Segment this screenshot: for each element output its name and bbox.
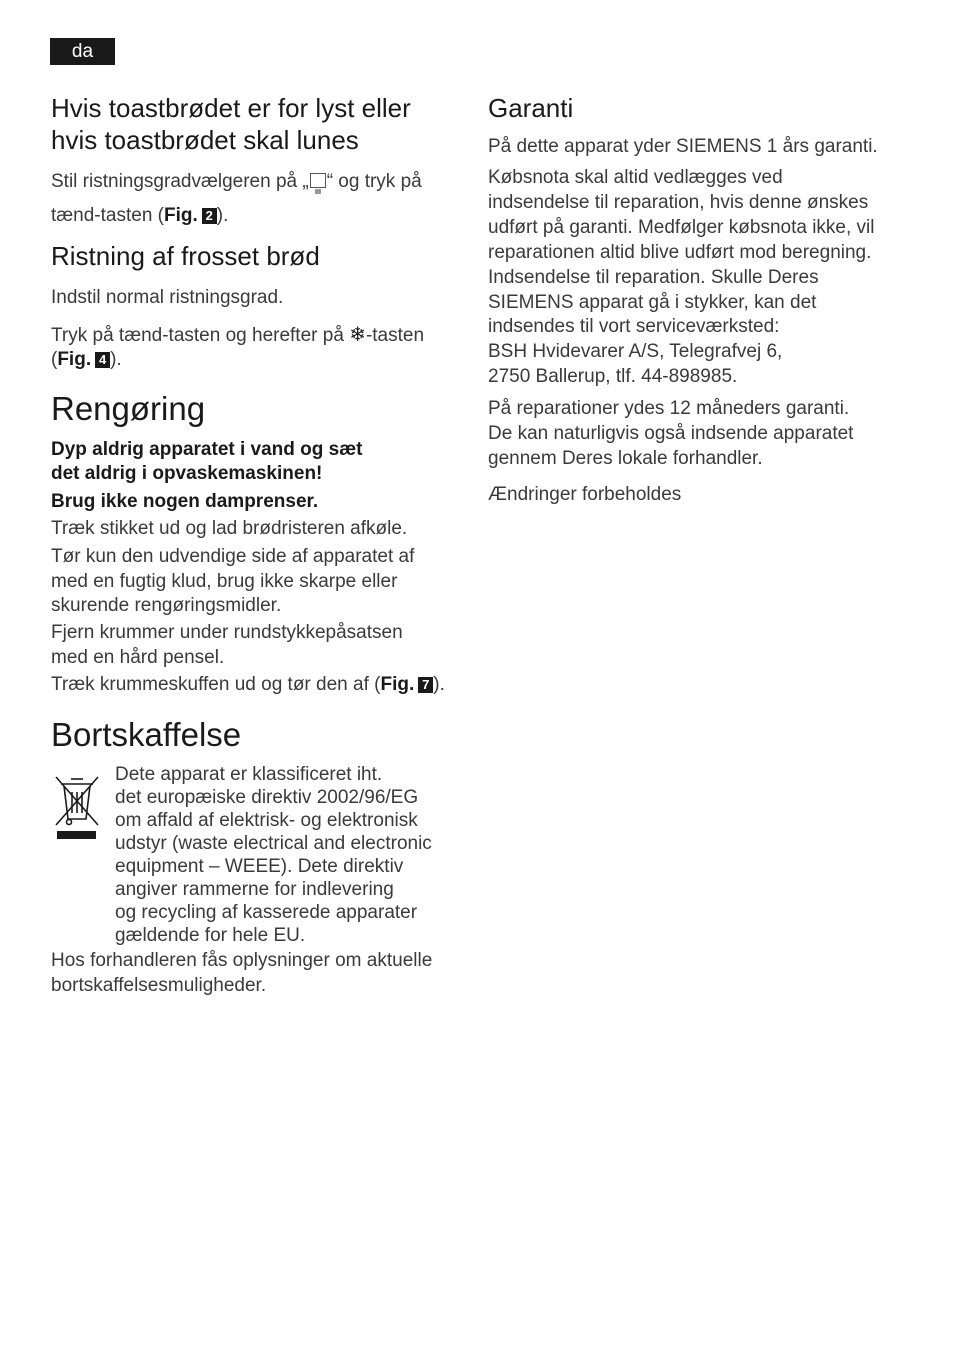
warranty-line: udført på garanti. Medfølger købsnota ikke, vil [488,216,875,238]
disposal-paragraph-2 [51,949,432,998]
light-instruction-text-a: Stil ristningsgradvælgeren på „ [51,171,309,192]
cleaning-warning-1-line1: Dyp aldrig apparatet i vand og sæt [51,439,363,460]
light-toast-heading-line2: hvis toastbrødet skal lunes [51,125,359,155]
disposal-paragraph-2-line1: Hos forhandleren fås oplysninger om aktuelle [51,950,433,971]
frozen-instruction-1: Indstil normal ristningsgrad. [51,287,284,308]
warranty-paragraph-1: På dette apparat yder SIEMENS 1 års garanti. [488,136,878,157]
cleaning-step-2 [51,545,414,619]
cleaning-step-2-line3: skurende rengøringsmidler. [51,595,282,616]
cleaning-step-3-line2: med en hård pensel. [51,646,225,668]
cleaning-step-2-line2: med en fugtig klud, brug ikke skarpe eller [51,570,398,592]
cleaning-warning-1 [51,438,362,486]
light-instruction-text-d: ). [216,205,229,226]
toast-lightness-symbol-icon [310,173,326,188]
warranty-line: BSH Hvidevarer A/S, Telegrafvej 6, [488,341,783,363]
disposal-line: equipment – WEEE). Dete direktiv [115,856,404,877]
light-instruction-text-c: tænd-tasten ( [51,205,164,226]
disposal-line: det europæiske direktiv 2002/96/EG [115,787,419,808]
fig-number-badge: 4 [95,352,110,368]
light-toast-instruction-line1 [51,170,422,195]
snowflake-icon: ❄ [349,324,366,346]
light-instruction-text-b: “ og tryk på [326,171,422,192]
cleaning-step-3 [51,621,403,670]
disposal-line: Dete apparat er klassificeret iht. [115,764,383,785]
warranty-paragraph-2 [488,166,875,390]
warranty-line: indsendelse til reparation, hvis denne ønskes [488,191,869,213]
light-toast-heading [51,92,411,156]
frozen-text-c: ( [51,349,58,370]
warranty-line: På reparationer ydes 12 måneders garanti. [488,398,850,419]
frozen-text-d: ). [110,349,122,370]
cleaning-step-3-line1: Fjern krummer under rundstykkepåsatsen [51,622,403,643]
disposal-line: om affald af elektrisk- og elektronisk [115,810,418,831]
fig-label: Fig. [57,349,92,370]
warranty-line: gennem Deres lokale forhandler. [488,448,763,469]
warranty-heading: Garanti [488,93,574,123]
warranty-line: indsendes til vort serviceværksted: [488,316,780,338]
disposal-paragraph-2-line2: bortskaffelsesmuligheder. [51,974,267,996]
cleaning-step-2-line1: Tør kun den udvendige side af apparatet af [51,546,415,567]
cleaning-step-4 [51,673,445,698]
fig-label: Fig. [164,205,198,226]
cleaning-step-4-text-a: Træk krummeskuffen ud og tør den af ( [51,674,381,695]
fig-number-badge: 7 [418,677,433,693]
disposal-heading: Bortskaffelse [51,716,242,753]
changes-reserved-note: Ændringer forbeholdes [488,484,682,505]
disposal-line: og recycling af kasserede apparater [115,902,418,923]
language-tab: da [50,38,115,65]
light-toast-instruction-line2 [51,204,228,229]
cleaning-step-1: Træk stikket ud og lad brødristeren afkøle. [51,518,408,539]
frozen-text-a: Tryk på tænd-tasten og herefter på [51,325,350,346]
fig-label: Fig. [380,674,415,695]
light-toast-heading-line1: Hvis toastbrødet er for lyst eller [51,93,411,123]
warranty-line: Indsendelse til reparation. Skulle Deres [488,266,819,288]
frozen-instruction-2-line2 [51,348,122,373]
frozen-bread-heading: Ristning af frosset brød [51,241,320,271]
disposal-line: gældende for hele EU. [115,925,306,946]
disposal-line: udstyr (waste electrical and electronic [115,833,432,854]
warranty-paragraph-3 [488,396,853,471]
warranty-line: SIEMENS apparat gå i stykker, kan det [488,291,817,313]
frozen-text-b: -tasten [365,325,425,346]
crossed-out-wheelie-bin-icon [54,775,100,841]
cleaning-warning-2: Brug ikke nogen damprenser. [51,491,319,512]
cleaning-step-4-text-b: ). [433,674,445,695]
warranty-line: reparationen altid blive udført mod beregning. [488,241,872,263]
cleaning-warning-1-line2: det aldrig i opvaskemaskinen! [51,463,323,484]
disposal-line: angiver rammerne for indlevering [115,879,394,900]
cleaning-heading: Rengøring [51,390,206,427]
fig-number-badge: 2 [202,208,217,224]
frozen-instruction-2-line1 [51,323,424,349]
warranty-line: 2750 Ballerup, tlf. 44-898985. [488,366,738,388]
disposal-paragraph-1 [115,763,475,947]
warranty-line: Købsnota skal altid vedlægges ved [488,167,783,188]
warranty-line: De kan naturligvis også indsende apparatet [488,423,854,444]
